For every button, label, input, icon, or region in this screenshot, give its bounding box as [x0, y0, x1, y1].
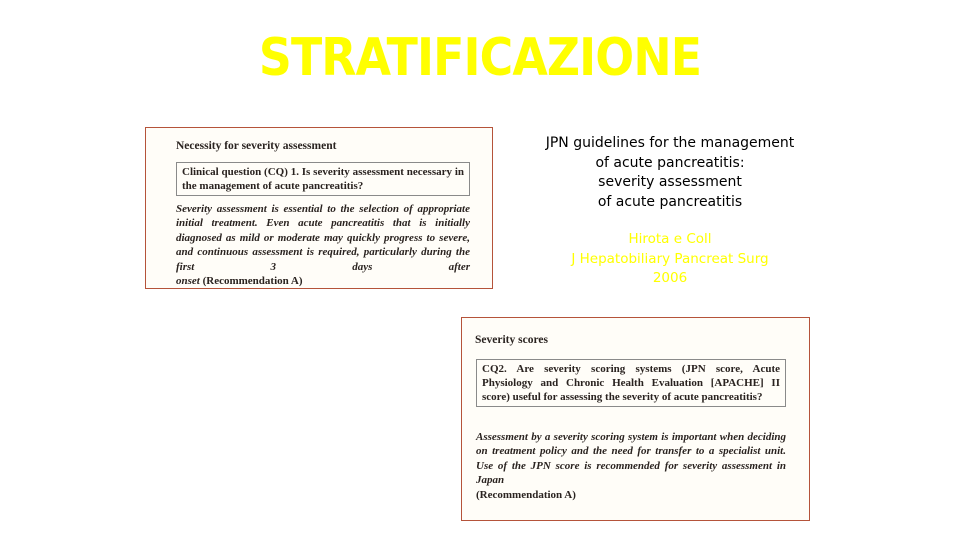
slide-title: STRATIFICAZIONE [258, 28, 702, 88]
scanned-excerpt-necessity [145, 127, 493, 289]
recommendation-text [176, 202, 470, 288]
citation-year: 2006 [652, 270, 688, 286]
answer-tail: onset [176, 275, 200, 288]
article-title [530, 134, 810, 212]
recommendation-text [476, 430, 786, 502]
excerpt-heading: Necessity for severity assessment [176, 140, 337, 152]
excerpt-heading: Severity scores [475, 334, 548, 346]
clinical-question-box: CQ2. Are severity scoring systems (JPN score, Acute Physiology and Chronic Health Evaluation [APACHE] II score) useful for assessing the severity of acute pancreatitis? [476, 359, 786, 407]
citation-journal: J Hepatobiliary Pancreat Surg [571, 250, 769, 267]
answer-last-line [176, 274, 470, 288]
answer-body: Severity assessment is essential to the selection of appropriate initial treatment. Even acute pancreatitis that is initially diagnosed as mild or moderate may quickly progress to severe, and continuous assessment is required, particularly during the first 3 days after [176, 203, 470, 273]
answer-body: Assessment by a severity scoring system is important when deciding on treatment policy and the need for transfer to a specialist unit. Use of the JPN score is recommended for severity assessment in Japan [476, 431, 786, 487]
recommendation-grade: (Recommendation A) [202, 275, 303, 288]
article-title-line: of acute pancreatitis [597, 193, 743, 210]
citation-authors: Hirota e Coll [628, 231, 712, 247]
article-title-line: of acute pancreatitis: [595, 154, 745, 171]
scanned-excerpt-severity-scores [461, 317, 810, 521]
recommendation-grade: (Recommendation A) [476, 488, 576, 501]
article-title-line: severity assessment [598, 174, 742, 190]
article-title-line: JPN guidelines for the management [545, 135, 795, 151]
clinical-question-box: Clinical question (CQ) 1. Is severity assessment necessary in the management of acute pancreatitis? [176, 162, 470, 196]
citation [530, 230, 810, 289]
